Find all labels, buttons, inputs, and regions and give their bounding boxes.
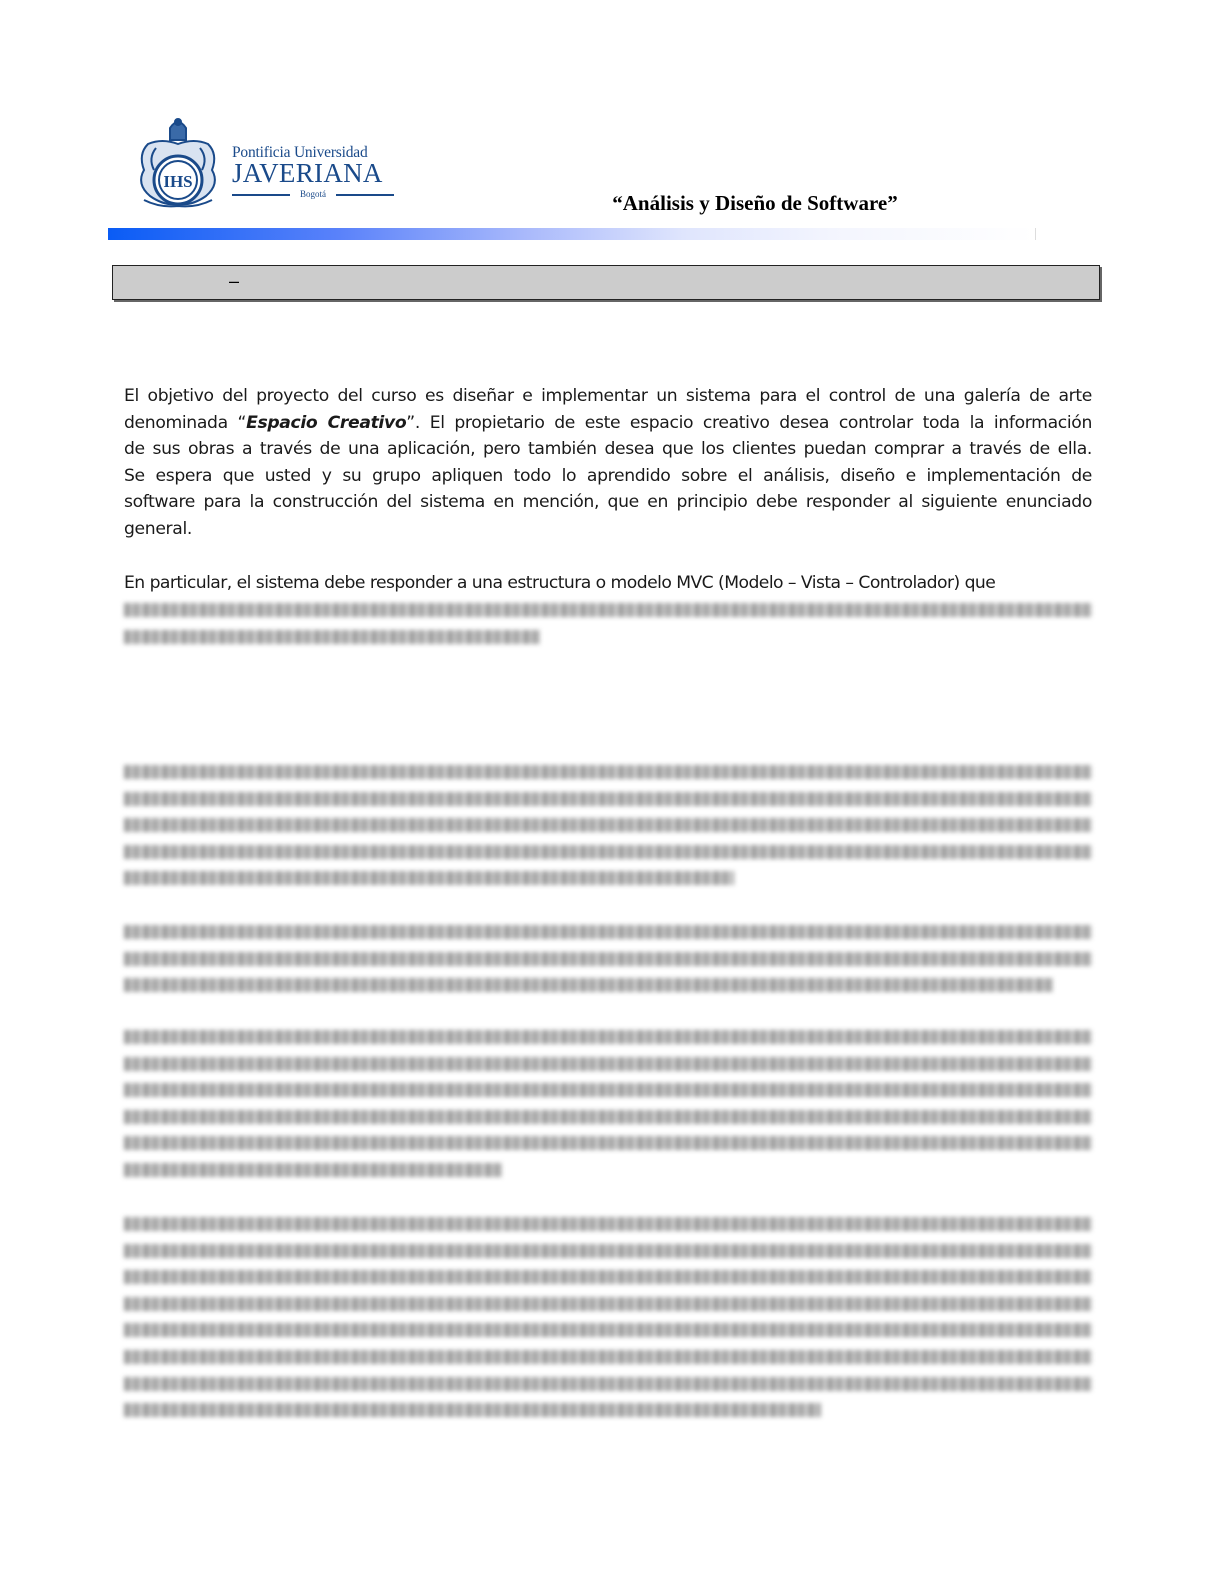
blurred-paragraph	[124, 1217, 1092, 1430]
logo-line-university: Pontificia Universidad	[232, 144, 368, 161]
logo-wordmark	[232, 144, 394, 201]
blurred-text-line	[124, 603, 1092, 617]
logo-line-city	[232, 187, 394, 201]
blurred-paragraph	[124, 603, 1092, 656]
course-title: “Análisis y Diseño de Software”	[612, 191, 898, 215]
mvc-paragraph-first-line: En particular, el sistema debe responder a una estructura o modelo MVC (Modelo – Vista – Controlador) que	[124, 573, 996, 593]
blurred-text-line	[124, 1136, 1092, 1150]
paragraph-line: software para la construcción del sistema en mención, que en principio debe responder al siguiente enunciado	[124, 492, 1092, 513]
paragraph-line: de sus obras a través de una aplicación, pero también desea que los clientes puedan comprar a través de ella.	[124, 439, 1092, 460]
blurred-text-line	[124, 1110, 1092, 1124]
blurred-text-line	[124, 765, 1092, 779]
blurred-text-line	[124, 1057, 1092, 1071]
seal-text: IHS	[163, 172, 193, 191]
project-name-emphasis: Espacio Creativo	[246, 412, 407, 433]
blurred-text-line	[124, 1350, 1092, 1364]
header-gradient-divider	[108, 228, 1036, 240]
logo-line-name: JAVERIANA	[232, 158, 383, 188]
blurred-text-line	[124, 792, 1092, 806]
blurred-text-line	[124, 845, 1092, 859]
intro-paragraph	[124, 383, 1092, 543]
blurred-text-line	[124, 871, 734, 885]
blurred-text-line	[124, 1083, 1092, 1097]
section-title-box	[112, 265, 1100, 300]
logo-rule-right	[336, 194, 394, 196]
blurred-text-line	[124, 1403, 821, 1417]
blurred-text-line	[124, 1217, 1092, 1231]
blurred-text-line	[124, 1270, 1092, 1284]
blurred-text-line	[124, 952, 1092, 966]
blurred-text-line	[124, 1163, 502, 1177]
logo-city: Bogotá	[300, 189, 326, 199]
blurred-text-line	[124, 818, 1092, 832]
blurred-paragraph	[124, 925, 1092, 1005]
blurred-paragraph	[124, 765, 1092, 898]
blurred-text-line	[124, 1244, 1092, 1258]
university-logo	[130, 114, 395, 210]
blurred-text-line	[124, 925, 1092, 939]
university-seal-icon	[130, 114, 226, 210]
blurred-paragraph	[124, 1030, 1092, 1190]
blurred-text-line	[124, 1297, 1092, 1311]
blurred-text-line	[124, 1377, 1092, 1391]
paragraph-line	[124, 410, 1092, 437]
blurred-text-line	[124, 1030, 1092, 1044]
line-suffix: ”. El propietario de este espacio creativo desea controlar toda la información	[406, 412, 1092, 433]
blurred-text-line	[124, 1323, 1092, 1337]
blurred-text-line	[124, 978, 1053, 992]
blurred-text-line	[124, 630, 540, 644]
section-title-dash: –	[229, 271, 240, 291]
line-prefix: denominada “	[124, 412, 247, 433]
paragraph-line: El objetivo del proyecto del curso es diseñar e implementar un sistema para el control de una galería de arte	[124, 386, 1092, 406]
paragraph-line: general.	[124, 518, 192, 539]
paragraph-line: Se espera que usted y su grupo apliquen todo lo aprendido sobre el análisis, diseño e implementación de	[124, 465, 1092, 486]
